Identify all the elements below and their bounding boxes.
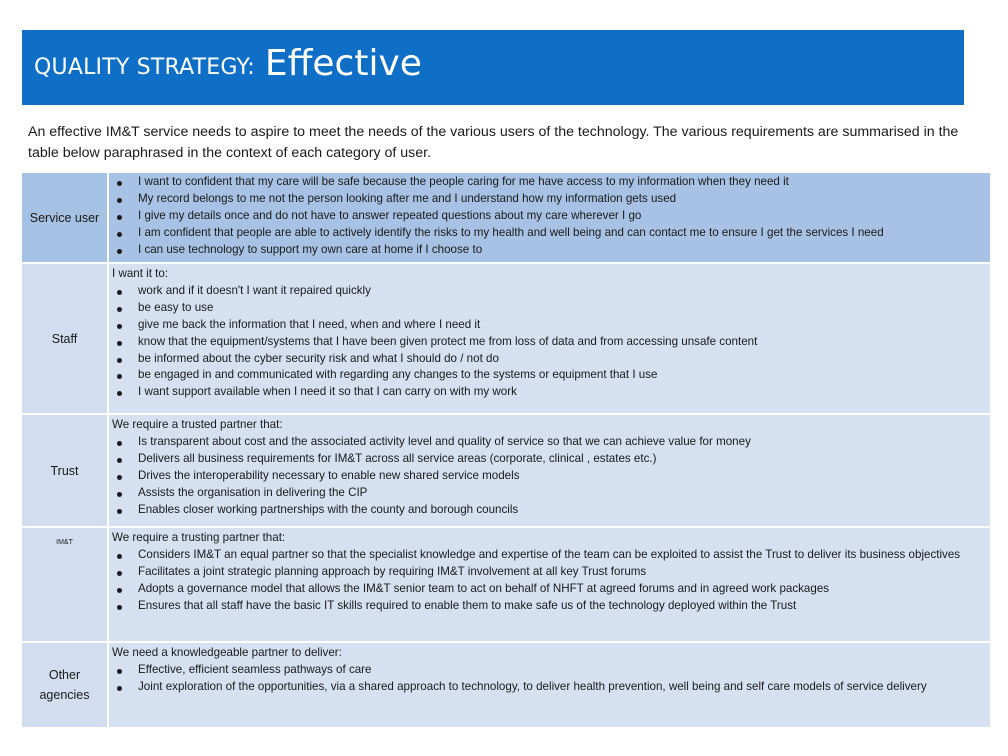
row-lead: We require a trusted partner that: bbox=[112, 418, 283, 431]
bullet-list bbox=[112, 434, 986, 519]
list-item: I want to confident that my care will be safe because the people caring for me have access to my information when they need it bbox=[112, 174, 986, 191]
row-content bbox=[109, 528, 990, 641]
list-item: Assists the organisation in delivering the CIP bbox=[112, 485, 986, 502]
list-item: work and if it doesn't I want it repaired quickly bbox=[112, 283, 986, 300]
list-item: be informed about the cyber security risk and what I should do / not do bbox=[112, 351, 986, 368]
bullet-list bbox=[112, 174, 986, 259]
table-row-imt bbox=[22, 528, 990, 641]
list-item: Considers IM&T an equal partner so that the specialist knowledge and expertise of the team can be exploited to assist the Trust to deliver its business objectives bbox=[112, 547, 986, 564]
bullet-list bbox=[112, 547, 986, 615]
list-item: I want support available when I need it so that I can carry on with my work bbox=[112, 384, 986, 401]
list-item: My record belongs to me not the person looking after me and I understand how my information gets used bbox=[112, 191, 986, 208]
row-content bbox=[109, 643, 990, 727]
list-item: I am confident that people are able to actively identify the risks to my health and well being and can contact me to ensure I get the services I need bbox=[112, 225, 986, 242]
list-item: Adopts a governance model that allows the IM&T senior team to act on behalf of NHFT at agreed forums and in agreed work packages bbox=[112, 581, 986, 598]
bullet-list bbox=[112, 662, 986, 696]
list-item: Facilitates a joint strategic planning approach by requiring IM&T involvement at all key Trust forums bbox=[112, 564, 986, 581]
list-item: Ensures that all staff have the basic IT skills required to enable them to make safe us of the technology deployed within the Trust bbox=[112, 598, 986, 615]
table-row-other-agencies bbox=[22, 643, 990, 727]
row-lead: We need a knowledgeable partner to deliver: bbox=[112, 646, 342, 659]
table-row-trust bbox=[22, 415, 990, 526]
table-row-staff bbox=[22, 264, 990, 413]
row-content bbox=[109, 173, 990, 262]
list-item: Enables closer working partnerships with the county and borough councils bbox=[112, 502, 986, 519]
row-label: Trust bbox=[22, 415, 107, 526]
row-lead: I want it to: bbox=[112, 267, 169, 280]
list-item: I give my details once and do not have to answer repeated questions about my care wherever I go bbox=[112, 208, 986, 225]
title-main: Effective bbox=[264, 43, 422, 84]
intro-paragraph: An effective IM&T service needs to aspire to meet the needs of the various users of the technology. The various requirements are summarised in the table below paraphrased in the context of each category of user. bbox=[28, 124, 959, 161]
title-banner bbox=[22, 30, 964, 105]
list-item: be engaged in and communicated with regarding any changes to the systems or equipment that I use bbox=[112, 367, 986, 384]
list-item: Joint exploration of the opportunities, via a shared approach to technology, to deliver health prevention, well being and self care models of service delivery bbox=[112, 679, 986, 696]
requirements-table bbox=[22, 173, 990, 729]
row-content bbox=[109, 415, 990, 526]
list-item: Delivers all business requirements for IM&T across all service areas (corporate, clinical , estates etc.) bbox=[112, 451, 986, 468]
list-item: give me back the information that I need, when and where I need it bbox=[112, 317, 986, 334]
row-label: Other agencies bbox=[22, 643, 107, 727]
title-prefix: QUALITY STRATEGY: bbox=[34, 55, 255, 80]
row-label: Service user bbox=[22, 173, 107, 262]
list-item: Is transparent about cost and the associated activity level and quality of service so that we can achieve value for money bbox=[112, 434, 986, 451]
bullet-list bbox=[112, 283, 986, 401]
list-item: I can use technology to support my own care at home if I choose to bbox=[112, 242, 986, 259]
list-item: be easy to use bbox=[112, 300, 986, 317]
list-item: Effective, efficient seamless pathways of care bbox=[112, 662, 986, 679]
row-label: Staff bbox=[22, 264, 107, 413]
row-label: IM&T bbox=[22, 528, 107, 641]
row-content bbox=[109, 264, 990, 413]
list-item: Drives the interoperability necessary to enable new shared service models bbox=[112, 468, 986, 485]
row-lead: We require a trusting partner that: bbox=[112, 531, 286, 544]
table-row-service-user bbox=[22, 173, 990, 262]
list-item: know that the equipment/systems that I have been given protect me from loss of data and from accessing unsafe content bbox=[112, 334, 986, 351]
